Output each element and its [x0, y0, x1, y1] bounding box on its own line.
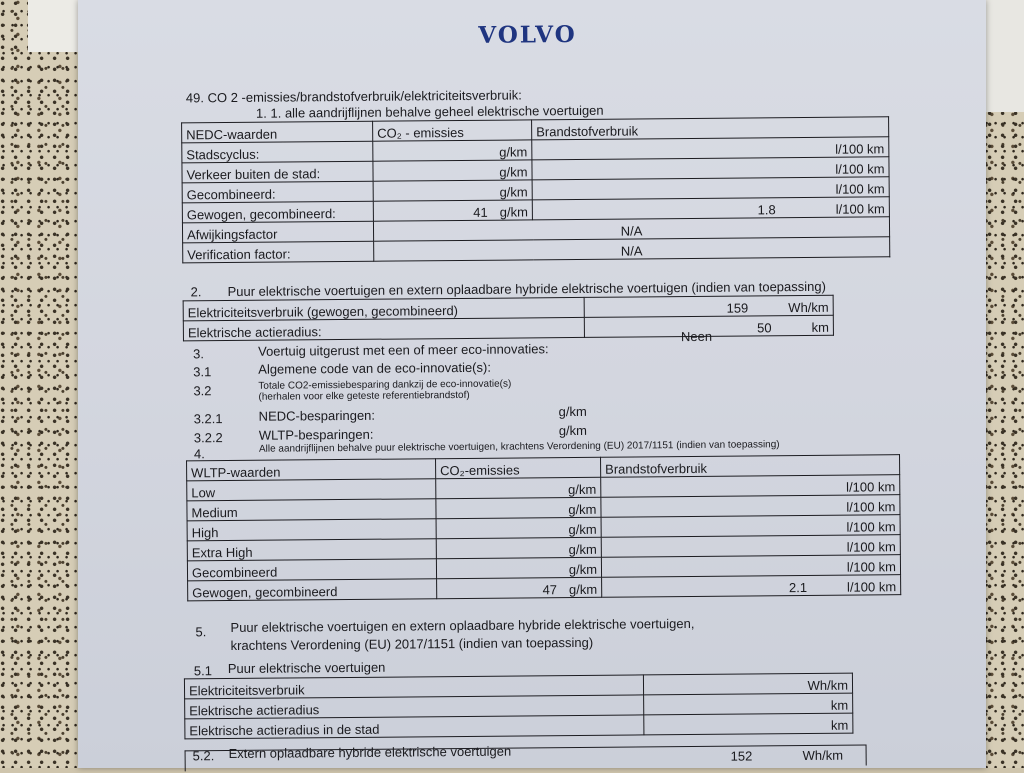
- section-3-2-1-number: 3.2.1: [193, 411, 223, 427]
- co2-value: [427, 177, 487, 178]
- fuel-value: [775, 572, 835, 573]
- section-3-1-number: 3.1: [193, 364, 212, 380]
- value-cell: N/A: [374, 237, 890, 262]
- fuel-unit: l/100 km: [846, 579, 897, 595]
- value: 50: [757, 320, 772, 336]
- section-5-title-line-1: Puur elektrische voertuigen en extern oplaadbare hybride elektrische voertuigen,: [230, 615, 695, 636]
- section-3-number: 3.: [193, 346, 205, 362]
- section-3-2-line-1: Totale CO2-emissiebesparing dankzij de eco-innovatie(s): [258, 378, 512, 392]
- section-5-2-number: 5.2.: [192, 748, 215, 764]
- co2-cell: [436, 557, 601, 578]
- value-cell: [584, 295, 833, 317]
- fuel-unit: l/100 km: [846, 479, 896, 495]
- fuel-value: [774, 492, 834, 493]
- section-5-title-line-2: krachtens Verordening (EU) 2017/1151 (indien van toepassing): [230, 634, 594, 654]
- co2-value: [497, 554, 557, 555]
- co2-cell: [436, 517, 601, 538]
- row-label: Gewogen, gecombineerd: [188, 579, 437, 601]
- co2-cell: [436, 477, 601, 498]
- row-label: Low: [187, 479, 436, 501]
- section-5-1-number: 5.1: [193, 663, 213, 679]
- fuel-cell: [532, 137, 889, 160]
- fuel-unit: l/100 km: [835, 161, 885, 177]
- row-label: Verkeer buiten de stad:: [182, 161, 373, 183]
- row-label: Medium: [187, 499, 436, 521]
- row-label: Elektriciteitsverbruik: [184, 675, 643, 699]
- co2-cell: [373, 140, 532, 161]
- electric-table: [183, 295, 834, 345]
- co2-value: [428, 197, 488, 198]
- co2-unit: g/km: [499, 184, 528, 200]
- fuel-cell: [532, 177, 889, 200]
- fuel-unit: l/100 km: [846, 559, 897, 575]
- co2-unit: g/km: [568, 581, 598, 598]
- co2-cell: [373, 200, 532, 221]
- co2-unit: g/km: [568, 481, 597, 498]
- section-5-number: 5.: [195, 624, 207, 640]
- co2-value: [496, 494, 556, 495]
- fuel-value: [763, 154, 823, 155]
- header-cell: WLTP-waarden: [187, 459, 436, 481]
- fuel-cell: [601, 535, 900, 558]
- co2-value: [427, 157, 487, 158]
- section-2-title: Puur elektrische voertuigen en extern oplaadbare hybride elektrische voertuigen (indien van toepassing): [227, 278, 826, 300]
- co2-value: [497, 534, 557, 535]
- section-5-1-title: Puur elektrische voertuigen: [227, 659, 386, 677]
- co2-unit: g/km: [499, 204, 528, 220]
- row-label: Afwijkingsfactor: [182, 221, 373, 243]
- row-label: Elektrische actieradius: [185, 695, 644, 719]
- eco-innovation-value: Neen: [680, 328, 713, 345]
- fuel-value: 1.8: [757, 202, 776, 218]
- section-3-2-1-text: NEDC-besparingen:: [258, 407, 376, 424]
- row-label: Extra High: [187, 539, 436, 561]
- fuel-value: [775, 552, 835, 553]
- section-4-title: Alle aandrijflijnen behalve puur elektrische voertuigen, krachtens Verordening (EU) 2017/1151 (indien van toepassing): [258, 439, 780, 455]
- fuel-unit: l/100 km: [846, 499, 896, 515]
- co2-cell: [436, 497, 601, 518]
- section-3-1-text: Algemene code van de eco-innovatie(s):: [258, 359, 491, 377]
- fuel-cell: [601, 495, 900, 518]
- row-label: Gecombineerd:: [182, 181, 373, 203]
- fuel-cell: [532, 197, 889, 220]
- unit-cell: km: [644, 693, 853, 715]
- brand-logo: VOLVO: [478, 20, 577, 49]
- unit: km: [811, 319, 829, 335]
- row-label: Gewogen, gecombineerd:: [182, 201, 373, 223]
- fuel-unit: l/100 km: [846, 519, 896, 535]
- row-label: High: [187, 519, 436, 541]
- hybrid-value: 152: [730, 748, 753, 764]
- co2-value: 41: [473, 204, 488, 220]
- value: 159: [726, 300, 749, 316]
- section-5-2-title: Extern oplaadbare hybride elektrische voertuigen: [228, 743, 512, 762]
- section-4-number: 4.: [193, 446, 205, 462]
- row-label: Elektrische actieradius in de stad: [185, 715, 644, 739]
- row-label: Gecombineerd: [187, 559, 436, 581]
- row-label: Elektrische actieradius:: [183, 317, 584, 340]
- header-cell: CO₂ - emissies: [373, 120, 532, 141]
- co2-unit: g/km: [499, 164, 528, 180]
- pure-electric-table: [184, 673, 854, 740]
- section-3-text: Voertuig uitgerust met een of meer eco-innovaties:: [258, 341, 549, 359]
- unit-cell: km: [644, 713, 853, 735]
- fuel-cell: [601, 555, 900, 578]
- header-cell: Brandstofverbruik: [532, 117, 889, 140]
- section-1-title: 1. 1. alle aandrijflijnen behalve geheel elektrische voertuigen: [255, 102, 604, 121]
- section-3-2-2-unit: g/km: [558, 422, 588, 439]
- fuel-cell: [601, 515, 900, 538]
- value-cell: N/A: [373, 217, 889, 242]
- co2-value: [496, 514, 556, 515]
- co2-cell: [437, 577, 602, 598]
- unit-cell: Wh/km: [643, 673, 852, 695]
- row-label: Elektriciteitsverbruik (gewogen, gecombineerd): [183, 297, 584, 320]
- section-3-2-number: 3.2: [193, 383, 212, 399]
- co2-unit: g/km: [568, 561, 598, 578]
- hybrid-unit: Wh/km: [802, 747, 844, 764]
- nedc-table: [181, 116, 890, 263]
- wltp-table: [186, 454, 901, 601]
- co2-cell: [436, 537, 601, 558]
- co2-cell: [373, 160, 532, 181]
- co2-value: 47: [542, 582, 558, 598]
- fuel-unit: l/100 km: [835, 141, 885, 157]
- header-cell: NEDC-waarden: [182, 121, 373, 143]
- fuel-unit: l/100 km: [835, 201, 885, 217]
- co2-unit: g/km: [568, 541, 597, 558]
- fuel-unit: l/100 km: [835, 181, 885, 197]
- fuel-unit: l/100 km: [846, 539, 896, 555]
- co2-unit: g/km: [568, 501, 597, 518]
- row-label: Stadscyclus:: [182, 141, 373, 163]
- header-cell: CO₂-emissies: [436, 457, 601, 478]
- co2-unit: g/km: [568, 521, 597, 538]
- co2-cell: [373, 180, 532, 201]
- unit: Wh/km: [788, 299, 829, 316]
- section-3-2-1-unit: g/km: [558, 403, 587, 420]
- section-heading: 49. CO 2 -emissies/brandstofverbruik/elektriciteitsverbruik:: [185, 87, 522, 106]
- fuel-cell: [532, 157, 889, 180]
- fuel-cell: [602, 575, 901, 598]
- fuel-cell: [601, 475, 900, 498]
- fuel-value: [763, 174, 823, 175]
- section-3-2-2-number: 3.2.2: [193, 430, 223, 446]
- fuel-value: [774, 512, 834, 513]
- section-3-2-line-2: (herhalen voor elke geteste referentiebrandstof): [258, 389, 470, 403]
- fuel-value: 2.1: [788, 579, 808, 596]
- section-2-number: 2.: [190, 284, 202, 300]
- section-3-2-2-text: WLTP-besparingen:: [258, 426, 374, 443]
- fuel-value: [764, 194, 824, 195]
- co2-value: [497, 574, 557, 575]
- row-label: Verification factor:: [183, 241, 374, 263]
- fuel-value: [775, 532, 835, 533]
- header-cell: Brandstofverbruik: [601, 455, 900, 478]
- co2-unit: g/km: [499, 144, 528, 160]
